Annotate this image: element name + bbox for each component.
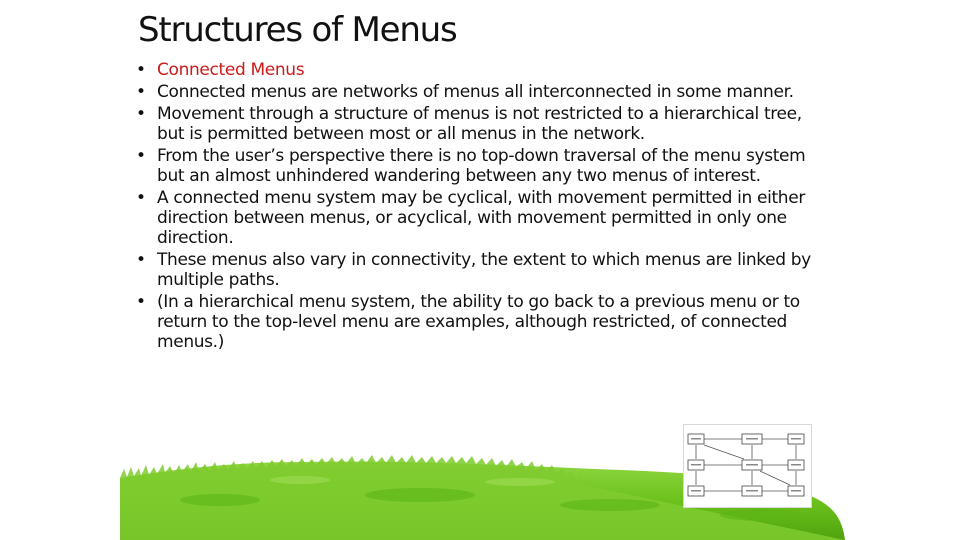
bullet-item: • Connected Menus (130, 60, 830, 80)
connected-menu-diagram (683, 424, 812, 508)
bullet-item: • (In a hierarchical menu system, the ability to go back to a previous menu or to return to the top-level menu are examples, although restricted, of connected menus.) (130, 292, 830, 352)
bullet-item: • Movement through a structure of menus is not restricted to a hierarchical tree, but is permitted between most or all menus in the network. (130, 104, 830, 144)
bullet-list (130, 60, 830, 354)
bullet-item: • Connected menus are networks of menus all interconnected in some manner. (130, 82, 830, 102)
slide-title: Structures of Menus (138, 10, 457, 50)
bullet-item: • From the user’s perspective there is no top-down traversal of the menu system but an almost unhindered wandering between any two menus of interest. (130, 146, 830, 186)
bullet-item: • A connected menu system may be cyclical, with movement permitted in either direction between menus, or acyclical, with movement permitted in only one direction. (130, 188, 830, 248)
bullet-item: • These menus also vary in connectivity, the extent to which menus are linked by multiple paths. (130, 250, 830, 290)
